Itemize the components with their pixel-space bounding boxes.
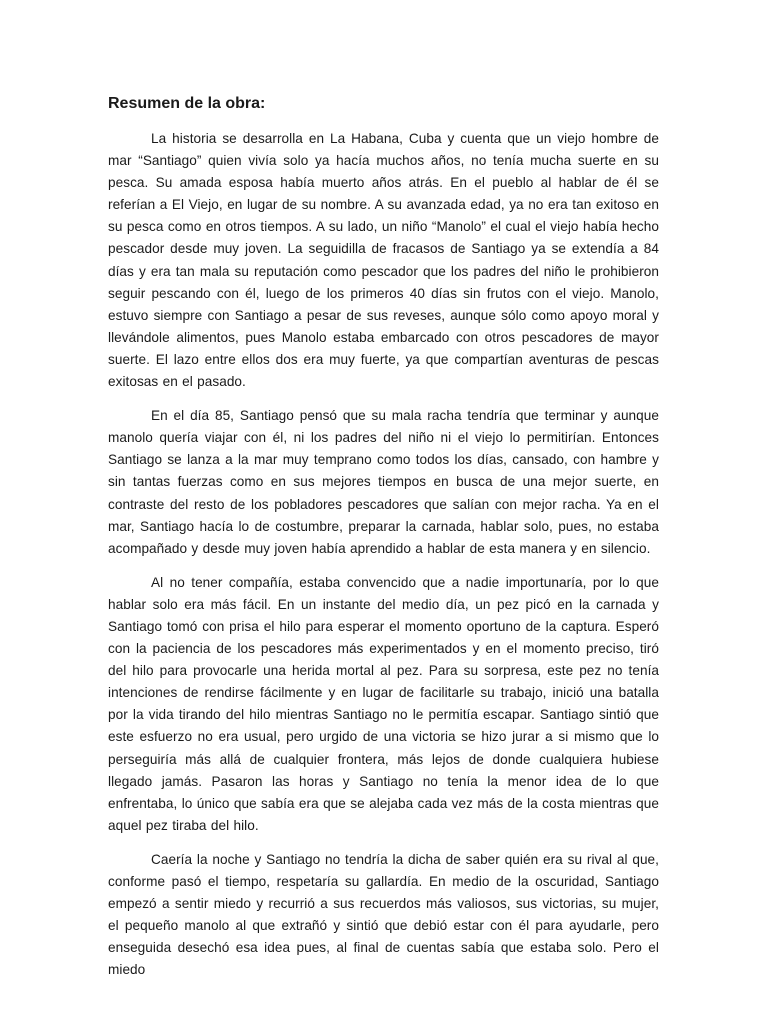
document-heading: Resumen de la obra: xyxy=(108,95,266,112)
paragraph-2: En el día 85, Santiago pensó que su mala racha tendría que terminar y aunque manolo quería viajar con él, ni los padres del niño ni el viejo lo permitirían. Entonces Santiago se lanza a la mar muy temprano como todos los días, cansado, con hambre y sin tantas fuerzas como en sus mejores tiempos en busca de una mejor suerte, en contraste del resto de los pobladores pescadores que salían con mejor racha. Ya en el mar, Santiago hacía lo de costumbre, preparar la carnada, hablar solo, pues, no estaba acompañado y desde muy joven había aprendido a hablar de esta manera y en silencio. xyxy=(108,408,659,556)
document-body xyxy=(108,92,659,993)
paragraph-4: Caería la noche y Santiago no tendría la dicha de saber quién era su rival al que, conforme pasó el tiempo, respetaría su gallardía. En medio de la oscuridad, Santiago empezó a sentir miedo y recurrió a sus recuerdos más valiosos, sus victorias, su mujer, el pequeño manolo al que extrañó y sintió que debió estar con él para ayudarle, pero enseguida desechó esa idea pues, al final de cuentas sabía que estaba solo. Pero el miedo xyxy=(108,851,659,978)
paragraph-1: La historia se desarrolla en La Habana, Cuba y cuenta que un viejo hombre de mar “Santiago” quien vivía solo ya hacía muchos años, no tenía mucha suerte en su pesca. Su amada esposa había muerto años atrás. En el pueblo al hablar de él se referían a El Viejo, en lugar de su nombre. A su avanzada edad, ya no era tan exitoso en su pesca como en otros tiempos. A su lado, un niño “Manolo” el cual el viejo había hecho pescador desde muy joven. La seguidilla de fracasos de Santiago ya se extendía a 84 días y era tan mala su reputación como pescador que los padres del niño le prohibieron seguir pescando con él, luego de los primeros 40 días sin frutos con el viejo. Manolo, estuvo siempre con Santiago a pesar de sus reveses, aunque sólo como apoyo moral y llevándole alimentos, pues Manolo estaba embarcado con otros pescadores de mayor suerte. El lazo entre ellos dos era muy fuerte, ya que compartían aventuras de pescas exitosas en el pasado. xyxy=(108,131,659,390)
paragraph-3: Al no tener compañía, estaba convencido que a nadie importunaría, por lo que hablar solo era más fácil. En un instante del medio día, un pez picó en la carnada y Santiago tomó con prisa el hilo para esperar el momento oportuno de la captura. Esperó con la paciencia de los pescadores más experimentados y en el momento preciso, tiró del hilo para provocarle una herida mortal al pez. Para su sorpresa, este pez no tenía intenciones de rendirse fácilmente y en lugar de facilitarle su trabajo, inició una batalla por la vida tirando del hilo mientras Santiago no le permitía escapar. Santiago sintió que este esfuerzo no era usual, pero urgido de una victoria se hizo jurar a si mismo que lo perseguiría más allá de cualquier frontera, más lejos de donde cualquiera hubiese llegado jamás. Pasaron las horas y Santiago no tenía la menor idea de lo que enfrentaba, lo único que sabía era que se alejaba cada vez más de la costa mientras que aquel pez tiraba del hilo. xyxy=(108,574,659,833)
